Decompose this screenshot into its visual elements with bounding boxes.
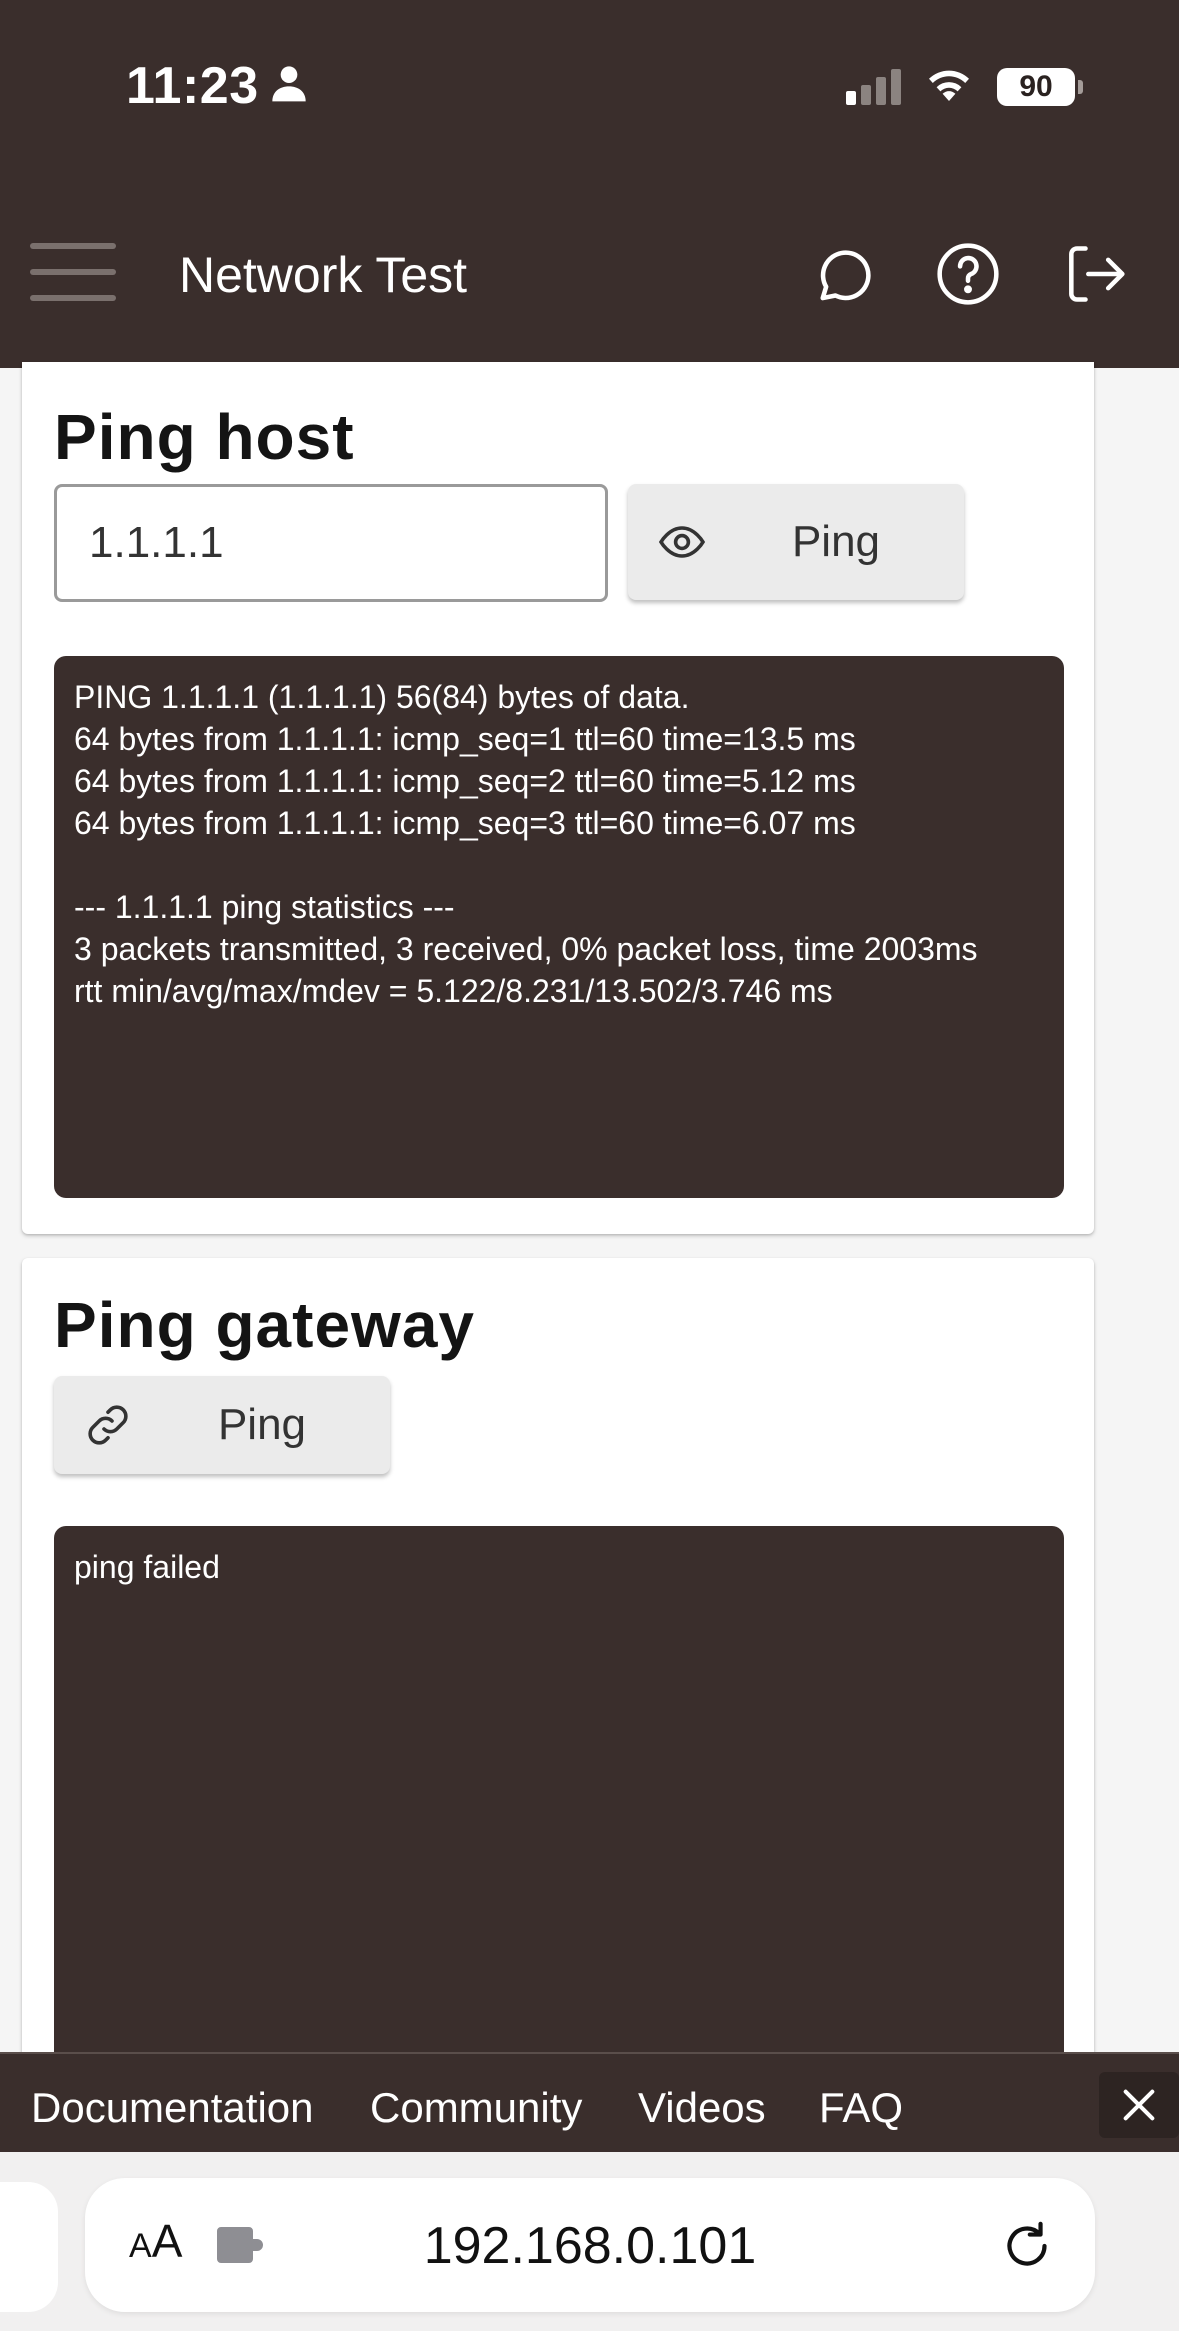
close-icon[interactable] <box>1099 2072 1179 2138</box>
browser-toolbar <box>0 2152 1179 2331</box>
ping-gateway-button-label: Ping <box>217 1400 307 1449</box>
ping-gateway-button[interactable] <box>54 1376 390 1474</box>
ping-host-card <box>22 362 1094 1234</box>
app-header <box>0 0 1179 368</box>
ping-gateway-output: ping failed <box>54 1526 1064 2326</box>
previous-tab[interactable] <box>0 2182 58 2312</box>
footer-links <box>0 2052 1179 2152</box>
status-time <box>126 56 309 116</box>
page-title: Network Test <box>179 247 468 303</box>
reload-icon[interactable] <box>999 2218 1055 2274</box>
ping-host-button-label: Ping <box>791 517 881 566</box>
link-community[interactable]: Community <box>370 2084 583 2131</box>
person-icon <box>269 56 309 116</box>
wifi-icon <box>923 64 975 109</box>
chat-icon[interactable] <box>810 240 878 308</box>
address-bar[interactable] <box>85 2178 1095 2312</box>
battery-icon <box>997 68 1083 106</box>
reader-settings-button[interactable]: AA <box>129 2215 183 2267</box>
logout-icon[interactable] <box>1060 240 1128 308</box>
ping-host-output: PING 1.1.1.1 (1.1.1.1) 56(84) bytes of data. 64 bytes from 1.1.1.1: icmp_seq=1 ttl=60 time=13.5 ms 64 bytes from 1.1.1.1: icmp_seq=2 ttl=60 time=5.12 ms 64 bytes from 1.1.1.1: icmp_seq=3 ttl=60 time=6.07 ms --- 1.1.1.1 ping statistics --- 3 packets transmitted, 3 received, 0% packet loss, time 2003ms rtt min/avg/max/mdev = 5.122/8.231/13.502/3.746 ms <box>54 656 1064 1198</box>
url-text: 192.168.0.101 <box>423 2217 757 2275</box>
status-time-text: 11:23 <box>126 57 259 115</box>
menu-icon[interactable] <box>30 243 116 301</box>
host-input[interactable] <box>54 484 608 602</box>
ping-host-title: Ping host <box>54 401 355 473</box>
ping-host-button[interactable] <box>628 484 964 600</box>
link-videos[interactable]: Videos <box>638 2084 766 2131</box>
cellular-signal-icon <box>846 69 901 105</box>
battery-level: 90 <box>997 68 1075 106</box>
help-icon[interactable] <box>934 240 1002 308</box>
link-faq[interactable]: FAQ <box>819 2084 904 2131</box>
link-documentation[interactable]: Documentation <box>31 2084 314 2131</box>
ping-gateway-title: Ping gateway <box>54 1289 475 1361</box>
status-indicators <box>846 64 1083 109</box>
